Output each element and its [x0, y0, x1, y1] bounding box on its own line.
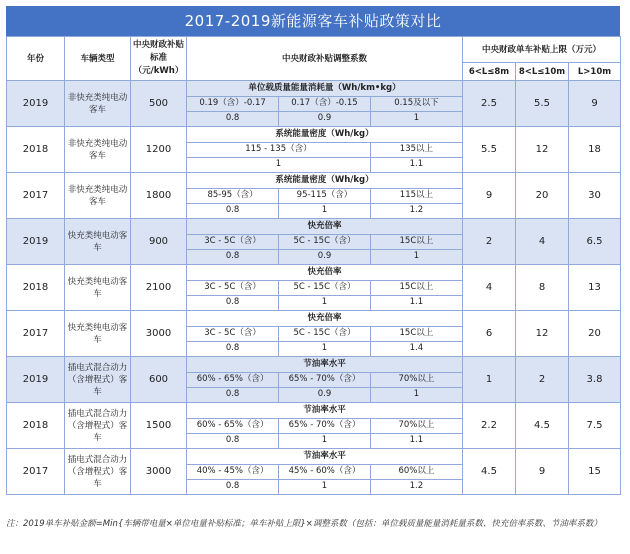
cap-cell: 12 — [516, 311, 569, 357]
coef-cell: 0.9 — [279, 111, 371, 126]
cap-cell: 18 — [569, 127, 621, 173]
central-standard-cell: 1500 — [131, 403, 187, 449]
cap-cell: 2 — [516, 357, 569, 403]
coef-cell: 0.9 — [279, 249, 371, 264]
range-cell: 60%以上 — [370, 464, 462, 479]
central-standard-cell: 3000 — [131, 311, 187, 357]
table-row — [7, 265, 621, 311]
adjust-subtable — [187, 220, 462, 264]
vehicle-type-cell: 非快充类纯电动客车 — [65, 173, 131, 219]
year-cell: 2017 — [7, 311, 65, 357]
range-cell: 15C以上 — [370, 280, 462, 295]
cap-cell: 9 — [516, 449, 569, 495]
table-row — [7, 403, 621, 449]
indicator-label: 系统能量密度（Wh/kg） — [187, 174, 462, 189]
header-year: 年份 — [7, 37, 65, 81]
range-cell: 5C - 15C（含） — [279, 280, 371, 295]
cap-cell: 20 — [516, 173, 569, 219]
vehicle-type-cell: 插电式混合动力（含增程式）客车 — [65, 357, 131, 403]
range-cell: 95-115（含） — [279, 188, 371, 203]
coef-cell: 1.1 — [370, 433, 462, 448]
table-row — [7, 219, 621, 265]
year-cell: 2017 — [7, 173, 65, 219]
vehicle-type-cell: 插电式混合动力（含增程式）客车 — [65, 449, 131, 495]
adjust-coef-cell — [187, 403, 463, 449]
cap-cell: 3.8 — [569, 357, 621, 403]
adjust-coef-cell — [187, 311, 463, 357]
range-cell: 0.15及以下 — [370, 96, 462, 111]
range-cell: 5C - 15C（含） — [279, 234, 371, 249]
cap-cell: 2 — [463, 219, 516, 265]
cap-cell: 13 — [569, 265, 621, 311]
year-cell: 2018 — [7, 265, 65, 311]
range-cell: 70%以上 — [370, 372, 462, 387]
coef-cell: 1 — [370, 387, 462, 402]
central-standard-cell: 1200 — [131, 127, 187, 173]
coef-cell: 0.8 — [187, 249, 279, 264]
header-central-standard: 中央财政补贴标准（元/kWh） — [131, 37, 187, 81]
cap-cell: 5.5 — [516, 81, 569, 127]
cap-cell: 9 — [569, 81, 621, 127]
adjust-coef-cell — [187, 127, 463, 173]
cap-cell: 5.5 — [463, 127, 516, 173]
cap-cell: 4.5 — [516, 403, 569, 449]
range-cell: 40% - 45%（含） — [187, 464, 279, 479]
cap-cell: 4 — [516, 219, 569, 265]
adjust-subtable — [187, 82, 462, 126]
cap-cell: 9 — [463, 173, 516, 219]
coef-cell: 1.2 — [370, 203, 462, 218]
indicator-label: 快充倍率 — [187, 312, 462, 327]
header-cap: 中央财政单车补贴上限（万元） — [463, 37, 621, 63]
adjust-coef-cell — [187, 449, 463, 495]
range-cell: 3C - 5C（含） — [187, 234, 279, 249]
range-cell: 85-95（含） — [187, 188, 279, 203]
coef-cell: 1 — [370, 111, 462, 126]
range-cell: 5C - 15C（含） — [279, 326, 371, 341]
coef-cell: 1 — [279, 479, 371, 494]
table-row — [7, 127, 621, 173]
adjust-coef-cell — [187, 173, 463, 219]
cap-cell: 1 — [463, 357, 516, 403]
adjust-coef-cell — [187, 357, 463, 403]
adjust-subtable — [187, 404, 462, 448]
coef-cell: 1 — [279, 341, 371, 356]
table-row — [7, 449, 621, 495]
coef-cell: 0.8 — [187, 295, 279, 310]
coef-cell: 0.8 — [187, 111, 279, 126]
range-cell: 3C - 5C（含） — [187, 326, 279, 341]
year-cell: 2019 — [7, 81, 65, 127]
vehicle-type-cell: 非快充类纯电动客车 — [65, 127, 131, 173]
range-cell: 65% - 70%（含） — [279, 418, 371, 433]
page-title: 2017-2019新能源客车补贴政策对比 — [6, 6, 620, 36]
range-cell: 45% - 60%（含） — [279, 464, 371, 479]
range-cell: 60% - 65%（含） — [187, 372, 279, 387]
cap-cell: 12 — [516, 127, 569, 173]
cap-cell: 2.2 — [463, 403, 516, 449]
indicator-label: 系统能量密度（Wh/kg） — [187, 128, 462, 143]
adjust-subtable — [187, 128, 462, 172]
coef-cell: 0.8 — [187, 341, 279, 356]
central-standard-cell: 900 — [131, 219, 187, 265]
year-cell: 2019 — [7, 357, 65, 403]
coef-cell: 0.9 — [279, 387, 371, 402]
coef-cell: 1.1 — [370, 295, 462, 310]
year-cell: 2019 — [7, 219, 65, 265]
cap-cell: 6.5 — [569, 219, 621, 265]
range-cell: 135以上 — [370, 142, 462, 157]
central-standard-cell: 500 — [131, 81, 187, 127]
range-cell: 60% - 65%（含） — [187, 418, 279, 433]
coef-cell: 1 — [279, 433, 371, 448]
header-cap-col: 8<L≤10m — [516, 63, 569, 81]
cap-cell: 30 — [569, 173, 621, 219]
coef-cell: 1 — [279, 203, 371, 218]
cap-cell: 7.5 — [569, 403, 621, 449]
adjust-subtable — [187, 450, 462, 494]
adjust-coef-cell — [187, 265, 463, 311]
indicator-label: 节油率水平 — [187, 404, 462, 419]
header-adjust-coef: 中央财政补贴调整系数 — [187, 37, 463, 81]
cap-cell: 8 — [516, 265, 569, 311]
indicator-label: 单位载质量能量消耗量（Wh/km•kg） — [187, 82, 462, 97]
header-vehicle-type: 车辆类型 — [65, 37, 131, 81]
footnote: 注：2019单车补贴金额=Min{车辆带电量×单位电量补贴标准；单车补贴上限}×调整系数（包括：单位载质量能量消耗量系数、快充倍率系数、节油率系数） — [6, 519, 602, 529]
range-cell: 115 - 135（含） — [187, 142, 370, 157]
coef-cell: 1.4 — [370, 341, 462, 356]
vehicle-type-cell: 快充类纯电动客车 — [65, 265, 131, 311]
range-cell: 0.17（含）-0.15 — [279, 96, 371, 111]
vehicle-type-cell: 非快充类纯电动客车 — [65, 81, 131, 127]
coef-cell: 0.8 — [187, 203, 279, 218]
vehicle-type-cell: 快充类纯电动客车 — [65, 311, 131, 357]
indicator-label: 快充倍率 — [187, 220, 462, 235]
adjust-coef-cell — [187, 81, 463, 127]
table-row — [7, 311, 621, 357]
coef-cell: 1.1 — [370, 157, 462, 172]
adjust-subtable — [187, 312, 462, 356]
central-standard-cell: 600 — [131, 357, 187, 403]
cap-cell: 4 — [463, 265, 516, 311]
indicator-label: 节油率水平 — [187, 358, 462, 373]
adjust-subtable — [187, 174, 462, 218]
range-cell: 0.19（含）-0.17 — [187, 96, 279, 111]
subsidy-table — [6, 36, 621, 495]
adjust-subtable — [187, 358, 462, 402]
cap-cell: 2.5 — [463, 81, 516, 127]
range-cell: 65% - 70%（含） — [279, 372, 371, 387]
central-standard-cell: 3000 — [131, 449, 187, 495]
year-cell: 2017 — [7, 449, 65, 495]
adjust-subtable — [187, 266, 462, 310]
range-cell: 115以上 — [370, 188, 462, 203]
cap-cell: 15 — [569, 449, 621, 495]
vehicle-type-cell: 快充类纯电动客车 — [65, 219, 131, 265]
vehicle-type-cell: 插电式混合动力（含增程式）客车 — [65, 403, 131, 449]
cap-cell: 20 — [569, 311, 621, 357]
table-row — [7, 81, 621, 127]
cap-cell: 4.5 — [463, 449, 516, 495]
table-row — [7, 357, 621, 403]
coef-cell: 0.8 — [187, 479, 279, 494]
coef-cell: 1.2 — [370, 479, 462, 494]
range-cell: 15C以上 — [370, 234, 462, 249]
year-cell: 2018 — [7, 403, 65, 449]
coef-cell: 0.8 — [187, 387, 279, 402]
central-standard-cell: 2100 — [131, 265, 187, 311]
header-cap-col: L>10m — [569, 63, 621, 81]
range-cell: 70%以上 — [370, 418, 462, 433]
indicator-label: 节油率水平 — [187, 450, 462, 465]
central-standard-cell: 1800 — [131, 173, 187, 219]
range-cell: 3C - 5C（含） — [187, 280, 279, 295]
indicator-label: 快充倍率 — [187, 266, 462, 281]
table-row — [7, 173, 621, 219]
range-cell: 15C以上 — [370, 326, 462, 341]
coef-cell: 1 — [187, 157, 370, 172]
header-cap-col: 6<L≤8m — [463, 63, 516, 81]
cap-cell: 6 — [463, 311, 516, 357]
coef-cell: 1 — [279, 295, 371, 310]
year-cell: 2018 — [7, 127, 65, 173]
adjust-coef-cell — [187, 219, 463, 265]
coef-cell: 0.8 — [187, 433, 279, 448]
coef-cell: 1 — [370, 249, 462, 264]
